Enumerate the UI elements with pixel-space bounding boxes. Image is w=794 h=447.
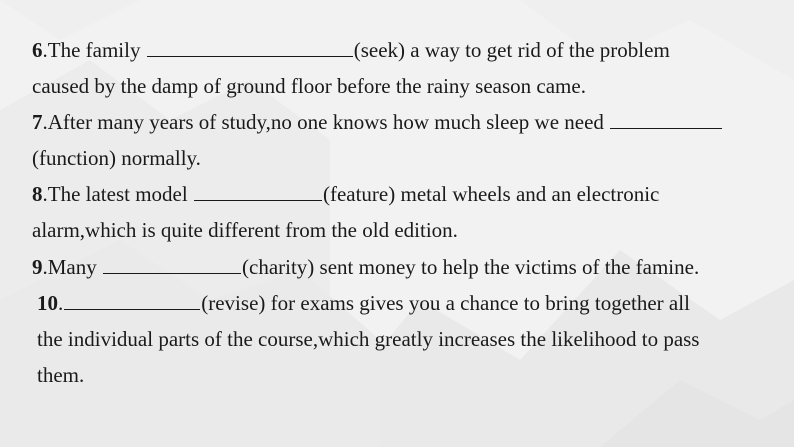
- question-text: alarm,which is quite different from the old edition.: [32, 218, 458, 242]
- question-text: metal wheels and an electronic: [395, 182, 660, 206]
- question-10-line-1: [37, 290, 690, 316]
- question-10-line-3: [37, 362, 84, 388]
- answer-blank[interactable]: [194, 182, 322, 201]
- question-text: .The latest model: [42, 182, 193, 206]
- answer-blank[interactable]: [103, 255, 241, 274]
- question-6-line-1: [32, 37, 670, 63]
- question-text: (function) normally.: [32, 146, 201, 170]
- question-text: them.: [37, 363, 85, 387]
- question-text: the individual parts of the course,which greatly increases the likelihood to pass: [37, 327, 700, 351]
- question-text: .Many: [42, 255, 102, 279]
- question-text: .: [58, 291, 64, 315]
- question-number: 6: [32, 38, 43, 62]
- answer-blank[interactable]: [147, 38, 353, 57]
- question-text: .The family: [42, 38, 146, 62]
- question-number: 7: [32, 110, 43, 134]
- answer-blank[interactable]: [610, 110, 722, 129]
- answer-blank[interactable]: [64, 291, 200, 310]
- word-hint: (revise): [201, 291, 266, 315]
- question-text: sent money to help the victims of the famine.: [314, 255, 700, 279]
- word-hint: (seek): [353, 38, 406, 62]
- question-number: 8: [32, 182, 43, 206]
- question-10-line-2: [37, 326, 699, 352]
- question-9-line-1: [32, 254, 699, 280]
- question-number: 9: [32, 255, 43, 279]
- word-hint: (feature): [322, 182, 396, 206]
- question-text: .After many years of study,no one knows how much sleep we need: [42, 110, 610, 134]
- question-text: caused by the damp of ground floor before the rainy season came.: [32, 74, 586, 98]
- question-text: a way to get rid of the problem: [405, 38, 670, 62]
- question-8-line-1: [32, 181, 659, 207]
- word-hint: (charity): [242, 255, 315, 279]
- question-8-line-2: [32, 217, 458, 243]
- question-number: 10: [37, 291, 58, 315]
- question-7-line-1: [32, 109, 723, 135]
- question-6-line-2: [32, 73, 586, 99]
- question-text: for exams gives you a chance to bring together all: [265, 291, 690, 315]
- question-7-line-2: [32, 145, 201, 171]
